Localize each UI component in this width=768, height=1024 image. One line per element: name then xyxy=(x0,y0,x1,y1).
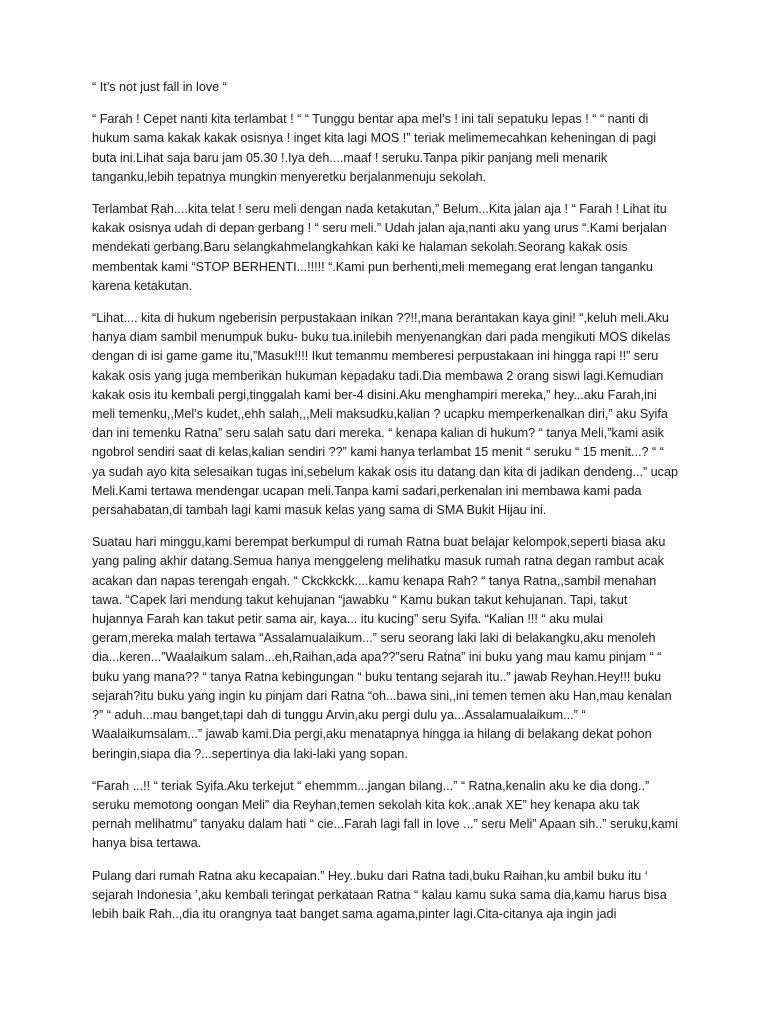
paragraph: Pulang dari rumah Ratna aku kecapaian.” Hey..buku dari Ratna tadi,buku Raihan,ku ambil buku itu ‘ sejarah Indonesia ’,aku kembali teringat perkataan Ratna “ kalau kamu suka sama dia,kamu harus bisa lebih baik Rah..,dia itu orangnya taat banget sama agama,pinter lagi.Cita-citanya aja ingin jadi xyxy=(92,868,667,921)
paragraph: “Lihat.... kita di hukum ngeberisin perpustakaan inikan ??!!,mana berantakan kaya gini! “,keluh meli.Aku hanya diam sambil menumpuk buku- buku tua.inilebih menyenangkan dari pada mengikuti MOS dikelas dengan di isi game game itu,”Masuk!!!! Ikut temanmu memberesi perpustakaan ini hingga rapi !!” seru kakak osis yang juga memberikan hukuman kepadaku tadi.Dia membawa 2 orang siswi lagi.Kemudian kakak osis itu kembali pergi,tinggalah kami ber-4 disini.Aku menghampiri mereka,” hey...aku Farah,ini meli temenku,,Mel’s kudet,,ehh salah,,,Meli maksudku,kalian ? ucapku memperkenalkan diri,” aku Syifa dan ini temenku Ratna” seru salah satu dari mereka. “ kenapa kalian di hukum? “ tanya Meli,”kami asik ngobrol sendiri saat di kelas,kalian sendiri ??” kami hanya terlambat 15 menit “ seruku “ 15 menit...? “ “ ya sudah ayo kita selesaikan tugas ini,sebelum kakak osis itu datang dan kita di jadikan dendeng...” ucap Meli.Kami tertawa mendengar ucapan meli.Tanpa kami sadari,perkenalan ini membawa kami pada persahabatan,di tambah lagi kami masuk kelas yang sama di SMA Bukit Hijau ini. xyxy=(92,311,678,518)
paragraph: Terlambat Rah....kita telat ! seru meli dengan nada ketakutan,” Belum...Kita jalan aja ! “ Farah ! Lihat itu kakak osisnya udah di depan gerbang ! “ seru meli.” Udah jalan aja,nanti aku yang urus “.Kami berjalan mendekati gerbang.Baru selangkahmelangkahkan kaki ke halaman sekolah.Seorang kakak osis membentak kami “STOP BERHENTI...!!!!! “.Kami pun berhenti,meli memegang erat lengan tanganku karena ketakutan. xyxy=(92,202,667,293)
story-title: “ It’s not just fall in love “ xyxy=(92,80,227,94)
document-page xyxy=(92,78,678,937)
paragraph: “ Farah ! Cepet nanti kita terlambat ! “ “ Tunggu bentar apa mel’s ! ini tali sepatuku lepas ! “ “ nanti di hukum sama kakak kakak osisnya ! inget kita lagi MOS !” teriak melimemecahkan keheningan di pagi buta ini.Lihat saja baru jam 05.30 !.Iya deh....maaf ! seruku.Tanpa pikir panjang meli menarik tanganku,lebih tepatnya mungkin menyeretku berjalanmenuju sekolah. xyxy=(92,112,657,184)
paragraph: “Farah ...!! “ teriak Syifa.Aku terkejut “ ehemmm...jangan bilang...” “ Ratna,kenalin aku ke dia dong..” seruku memotong oongan Meli” dia Reyhan,temen sekolah kita kok..anak XE” hey kenapa aku tak pernah melihatmu” tanyaku dalam hati “ cie...Farah lagi fall in love ...” seru Meli” Apaan sih..” seruku,kami hanya bisa tertawa. xyxy=(92,778,678,851)
paragraph: Suatau hari minggu,kami berempat berkumpul di rumah Ratna buat belajar kelompok,seperti biasa aku yang paling akhir datang.Semua hanya menggeleng melihatku masuk rumah ratna degan rambut acak acakan dan napas terengah engah. “ Ckckkckk....kamu kenapa Rah? “ tanya Ratna,,sambil menahan tawa. “Capek lari mendung takut kehujanan “jawabku “ Kamu bukan takut kehujanan. Tapi, takut hujannya Farah kan takut petir sama air, kaya... itu kucing” seru Syifa. “Kalian !!! “ aku mulai geram,mereka malah tertawa “Assalamualaikum...” seru seorang laki laki di belakangku,aku menoleh dia...keren...”Waalaikum salam...eh,Raihan,ada apa??”seru Ratna” ini buku yang mau kamu pinjam “ “ buku yang mana?? “ tanya Ratna kebingungan “ buku tentang sejarah itu..” jawab Reyhan.Hey!!! buku sejarah?itu buku yang ingin ku pinjam dari Ratna “oh...bawa sini,,ini temen temen aku Han,mau kenalan ?” “ aduh...mau banget,tapi dah di tunggu Arvin,aku pergi dulu ya...Assalamualaikum...” “ Waalaikumsalam...” jawab kami.Dia pergi,aku menatapnya hingga ia hilang di belakang dekat pohon beringin,siapa dia ?...sepertinya dia laki-laki yang sopan. xyxy=(92,535,672,761)
